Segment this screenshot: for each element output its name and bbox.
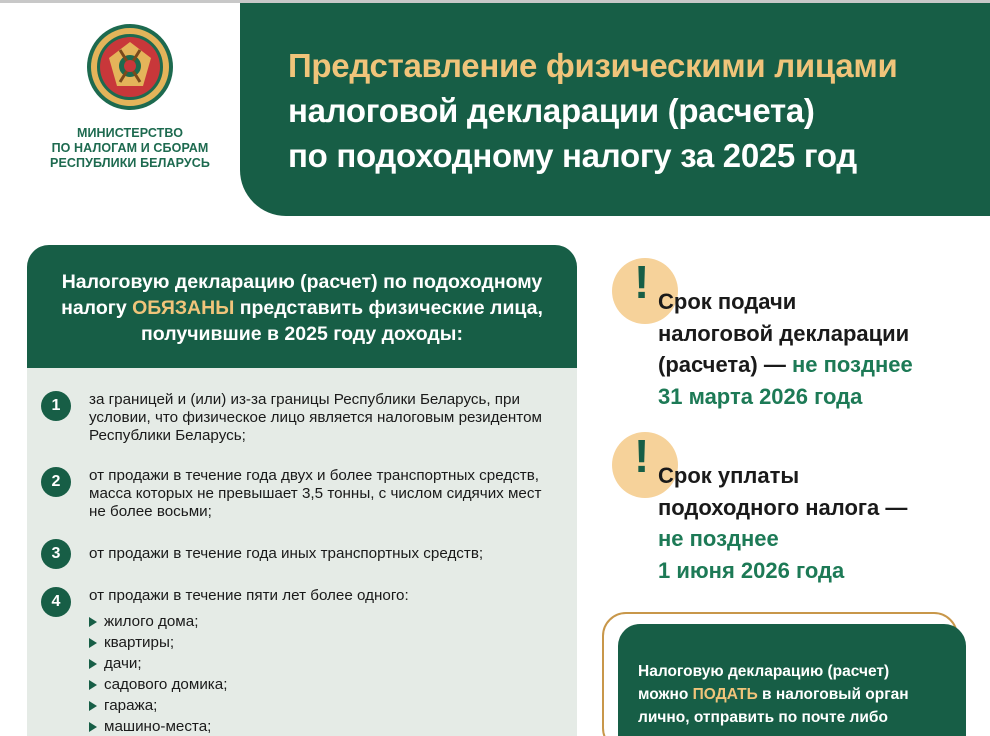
chevron-right-icon: [89, 638, 97, 648]
submission-line: Налоговую декларацию (расчет): [638, 663, 890, 680]
ministry-name: [20, 126, 240, 171]
list-item-label: садового домика;: [104, 676, 228, 693]
deadline-line: налоговой декларации: [658, 320, 910, 346]
submission-line: лично, отправить по почте либо: [638, 709, 888, 726]
submission-emphasis: ПОДАТЬ: [692, 686, 758, 703]
property-type-list: [89, 611, 227, 736]
exclamation-icon: !: [634, 430, 650, 482]
ministry-name-line: МИНИСТЕРСТВО: [76, 126, 184, 140]
deadline-line-text: (расчета) —: [658, 352, 786, 377]
deadline-date: 31 марта 2026 года: [658, 383, 863, 409]
title-line-3: по подоходному налогу за 2025 год: [288, 137, 857, 174]
list-item: [89, 674, 227, 695]
list-item: [89, 632, 227, 653]
item-text: за границей и (или) из-за границы Республики Беларусь, при условии, что физическое лицо является налоговым резидентом Республики Беларусь;: [89, 391, 542, 444]
chevron-right-icon: [89, 722, 97, 732]
deadline-line: подоходного налога —: [658, 494, 908, 520]
item-text: от продажи в течение года иных транспортных средств;: [89, 545, 484, 562]
ministry-emblem-icon: [85, 22, 175, 112]
obligation-heading-emphasis: ОБЯЗАНЫ: [132, 297, 235, 319]
page-title: [288, 43, 897, 178]
item-text: от продажи в течение года двух и более транспортных средств, масса которых не превышает 3,5 тонны, с числом сидячих мест не более восьми;: [89, 467, 542, 520]
deadline-line: [658, 349, 913, 381]
title-banner: [240, 3, 990, 216]
submission-info-box: [618, 624, 966, 736]
title-line-2: налоговой декларации (расчета): [288, 92, 815, 129]
list-item-label: гаража;: [104, 697, 158, 714]
item-text: от продажи в течение пяти лет более одного:: [89, 587, 409, 604]
deadline-date: 1 июня 2026 года: [658, 557, 845, 583]
obligation-heading-part2: представить физические лица, получившие в 2025 году доходы:: [141, 297, 543, 345]
obligation-heading: [27, 245, 577, 368]
deadline-emphasis: не позднее: [658, 526, 779, 551]
filing-deadline-text: [658, 286, 913, 412]
list-item-label: квартиры;: [104, 634, 175, 651]
ministry-logo-block: [20, 22, 240, 171]
obligation-heading-part1: Налоговую декларацию (расчет) по подоходному налогу: [61, 271, 543, 319]
list-item-label: жилого дома;: [104, 613, 199, 630]
chevron-right-icon: [89, 617, 97, 627]
chevron-right-icon: [89, 680, 97, 690]
item-number-badge: 3: [41, 539, 71, 569]
list-item: [89, 611, 227, 632]
deadline-line: Срок подачи: [658, 289, 797, 314]
deadline-emphasis: не позднее: [791, 352, 913, 377]
list-item: [89, 716, 227, 736]
ministry-name-line: РЕСПУБЛИКИ БЕЛАРУСЬ: [50, 156, 210, 170]
obligation-card: [27, 245, 577, 736]
exclamation-icon: !: [634, 256, 650, 308]
chevron-right-icon: [89, 659, 97, 669]
title-line-1: Представление физическими лицами: [288, 47, 898, 84]
list-item: [89, 695, 227, 716]
ministry-name-line: ПО НАЛОГАМ И СБОРАМ: [51, 141, 209, 155]
item-number-badge: 4: [41, 587, 71, 617]
submission-text: можно: [638, 686, 693, 703]
item-number-badge: 1: [41, 391, 71, 421]
chevron-right-icon: [89, 701, 97, 711]
payment-deadline-text: [658, 460, 907, 586]
submission-text: в налоговый орган: [757, 686, 909, 703]
list-item: [89, 653, 227, 674]
list-item-label: машино-места;: [104, 718, 212, 735]
item-number-badge: 2: [41, 467, 71, 497]
deadline-line: Срок уплаты: [658, 463, 800, 488]
list-item-label: дачи;: [104, 655, 142, 672]
submission-line: [638, 683, 948, 706]
